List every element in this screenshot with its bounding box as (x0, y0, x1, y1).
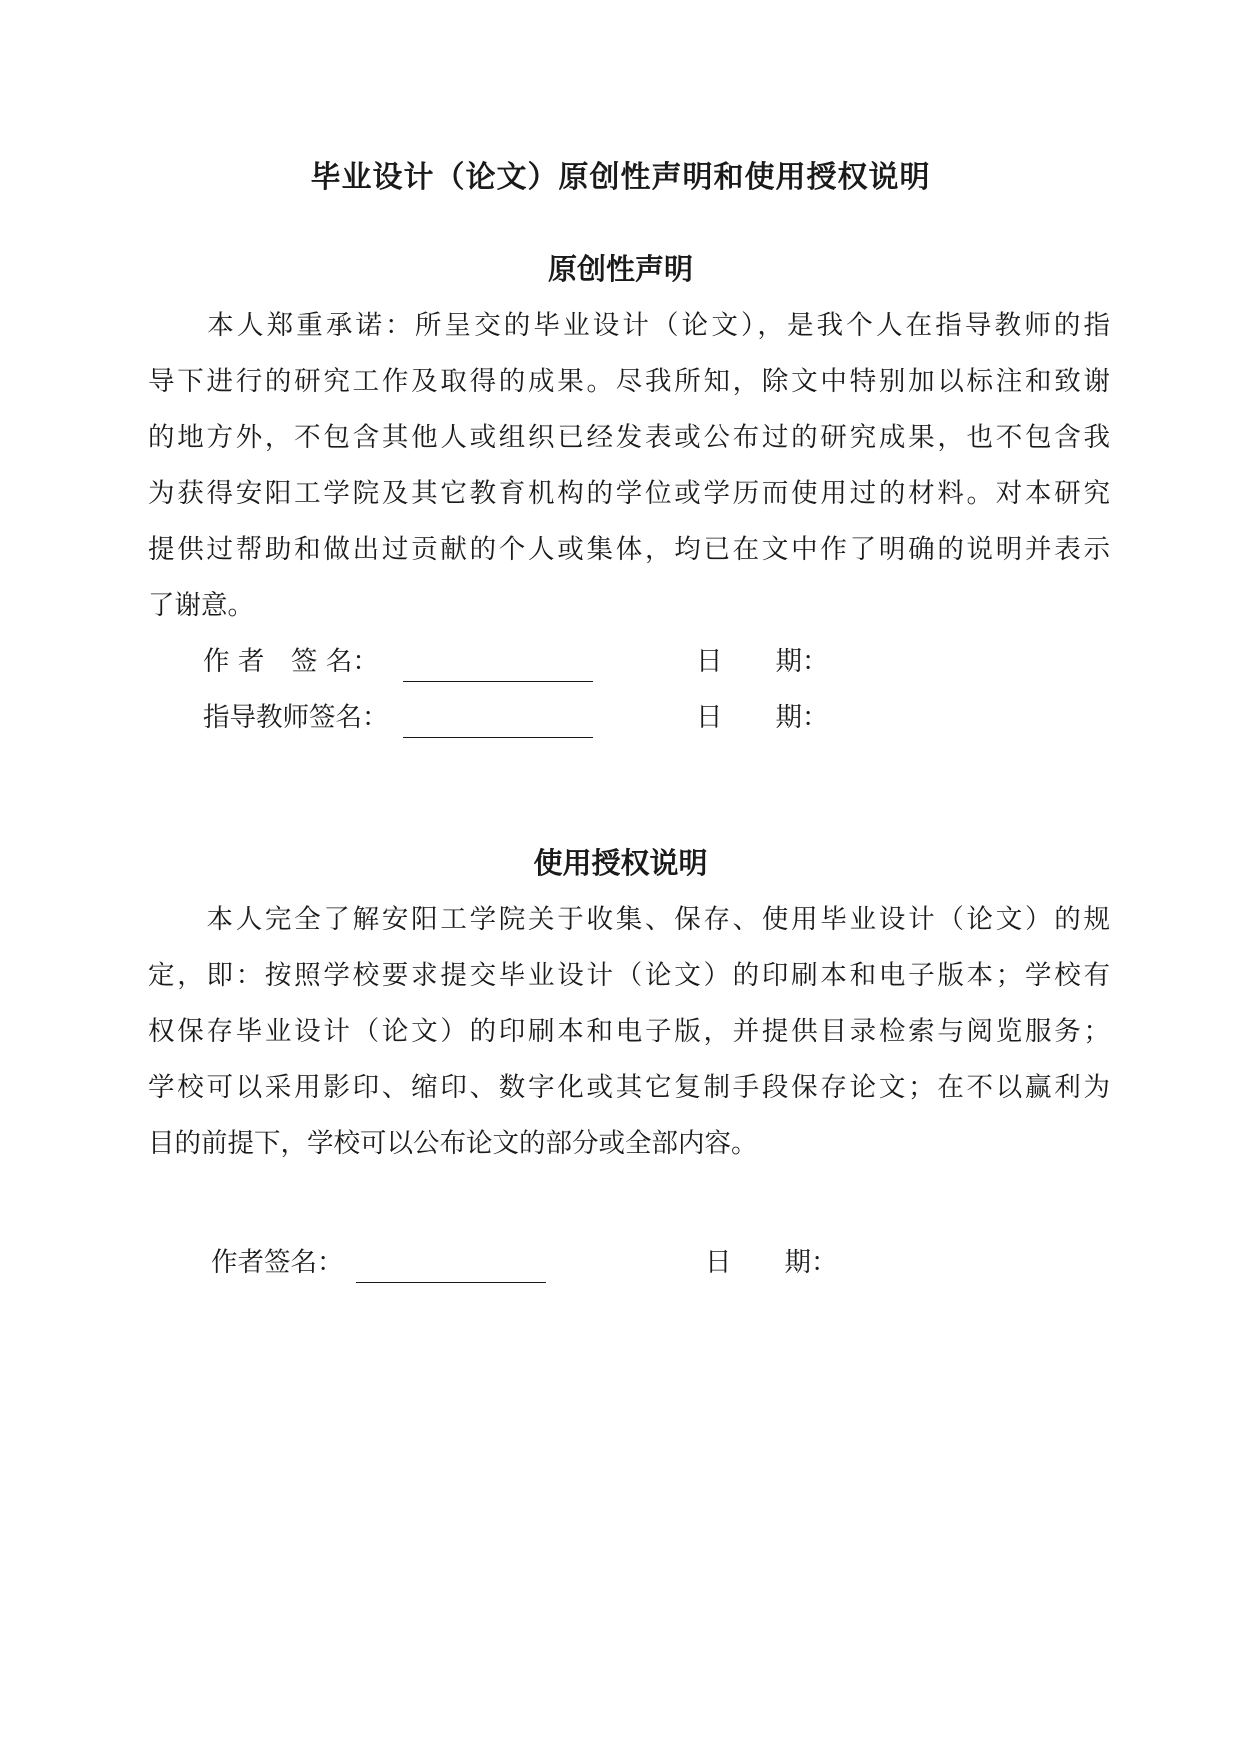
paragraph-line: 学校可以采用影印、缩印、数字化或其它复制手段保存论文；在不以赢利为 (148, 1072, 1110, 1103)
advisor-signature-line[interactable] (403, 682, 593, 738)
paragraph-line: 本人郑重承诺：所呈交的毕业设计（论文），是我个人在指导教师的指 (148, 310, 1110, 341)
paragraph-line: 提供过帮助和做出过贡献的个人或集体，均已在文中作了明确的说明并表示 (148, 534, 1110, 565)
paragraph-line: 定，即：按照学校要求提交毕业设计（论文）的印刷本和电子版本；学校有 (148, 960, 1110, 991)
authorization-date-label: 日 期： (705, 1247, 838, 1278)
advisor-signature-row (0, 690, 1241, 746)
author-date-label: 日 期： (696, 646, 829, 677)
author-signature-label: 作 者 签 名： (203, 646, 379, 677)
authorization-signature-label: 作者签名： (211, 1247, 344, 1278)
paragraph-line: 本人完全了解安阳工学院关于收集、保存、使用毕业设计（论文）的规 (148, 904, 1110, 935)
originality-heading: 原创性声明 (547, 252, 693, 286)
paragraph-line: 了谢意。 (148, 590, 254, 621)
paragraph-line: 目的前提下，学校可以公布论文的部分或全部内容。 (148, 1128, 758, 1159)
authorization-paragraph (148, 892, 1110, 1172)
advisor-date-label: 日 期： (696, 702, 829, 733)
paragraph-line: 为获得安阳工学院及其它教育机构的学位或学历而使用过的材料。对本研究 (148, 478, 1110, 509)
originality-paragraph (148, 298, 1110, 634)
paragraph-line: 的地方外，不包含其他人或组织已经发表或公布过的研究成果，也不包含我 (148, 422, 1110, 453)
document-title: 毕业设计（论文）原创性声明和使用授权说明 (310, 160, 931, 195)
authorization-heading: 使用授权说明 (533, 846, 708, 880)
authorization-signature-row (0, 1235, 1241, 1291)
paragraph-line: 权保存毕业设计（论文）的印刷本和电子版，并提供目录检索与阅览服务； (148, 1016, 1110, 1047)
author-signature-row (0, 634, 1241, 690)
advisor-signature-label: 指导教师签名： (203, 702, 389, 733)
authorization-signature-line[interactable] (356, 1227, 546, 1283)
paragraph-line: 导下进行的研究工作及取得的成果。尽我所知，除文中特别加以标注和致谢 (148, 366, 1110, 397)
author-signature-line[interactable] (403, 626, 593, 682)
